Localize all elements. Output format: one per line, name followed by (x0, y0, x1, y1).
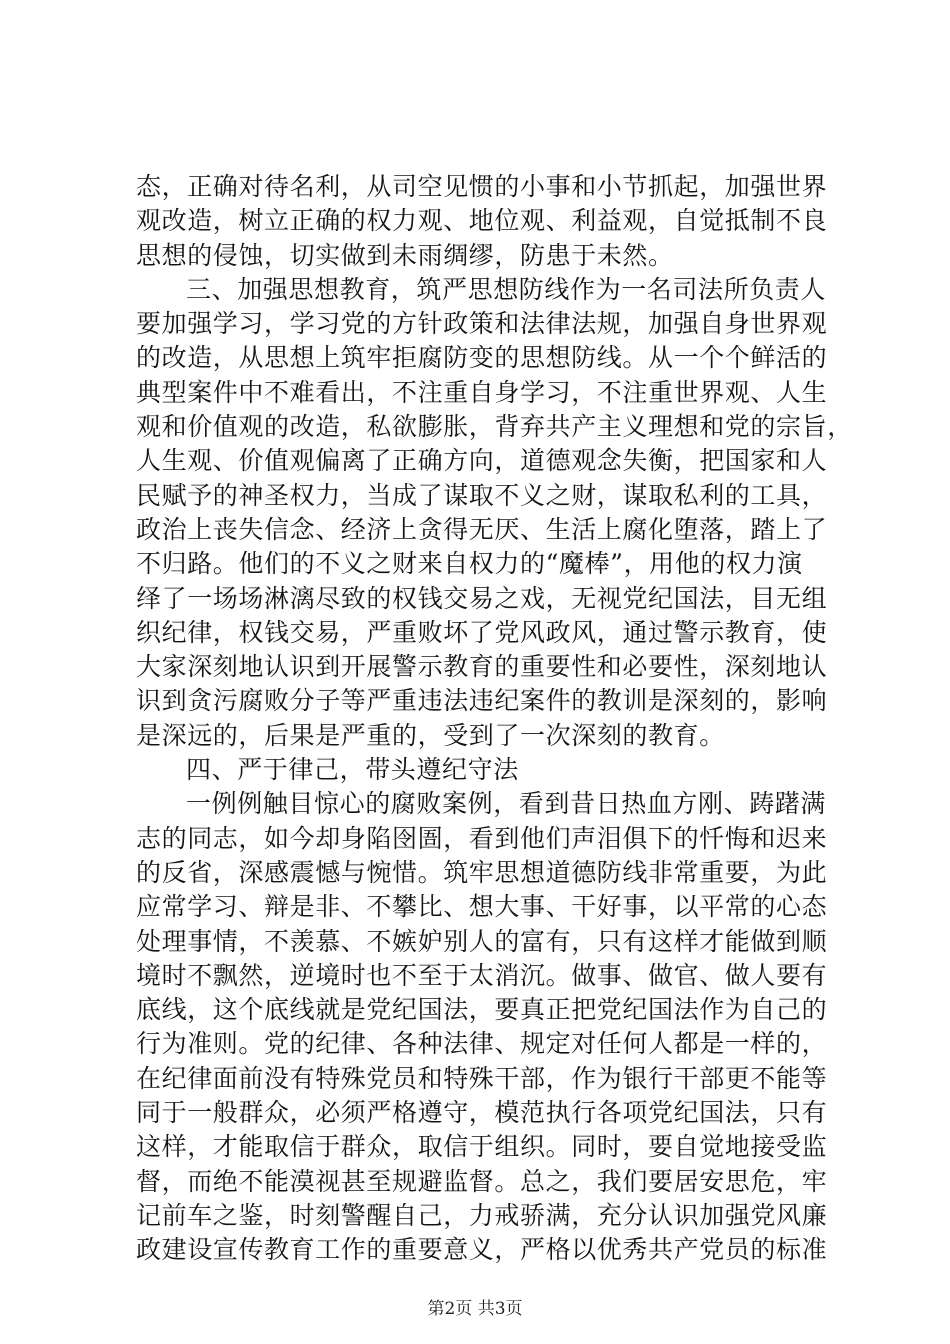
text-line: 大家深刻地认识到开展警示教育的重要性和必要性，深刻地认 (136, 652, 828, 682)
paragraph-first-line: 一例例触目惊心的腐败案例，看到昔日热血方刚、踌躇满 (186, 789, 827, 819)
text-line: 的改造，从思想上筑牢拒腐防变的思想防线。从一个个鲜活的 (136, 343, 828, 373)
text-line: 观和价值观的改造，私欲膨胀，背弃共产主义理想和党的宗旨， (136, 412, 853, 442)
text-line: 记前车之鉴，时刻警醒自己，力戒骄满，充分认识加强党风廉 (136, 1200, 828, 1230)
section-heading-line: 三、加强思想教育，筑严思想防线作为一名司法所负责人 (186, 274, 827, 304)
text-line: 同于一般群众，必须严格遵守，模范执行各项党纪国法，只有 (136, 1098, 828, 1128)
text-line: 应常学习、辩是非、不攀比、想大事、干好事，以平常的心态 (136, 892, 828, 922)
text-line: 观改造，树立正确的权力观、地位观、利益观，自觉抵制不良 (136, 206, 828, 236)
text-line: 底线，这个底线就是党纪国法，要真正把党纪国法作为自己的 (136, 995, 828, 1025)
section-heading-line: 四、严于律己，带头遵纪守法 (186, 755, 519, 785)
text-line: 思想的侵蚀，切实做到未雨绸缪，防患于未然。 (136, 240, 674, 270)
document-body (136, 170, 853, 1268)
text-line: 这样，才能取信于群众，取信于组织。同时，要自觉地接受监 (136, 1132, 828, 1162)
text-line: 人生观、价值观偏离了正确方向，道德观念失衡，把国家和人 (136, 446, 828, 476)
text-line: 态，正确对待名利，从司空见惯的小事和小节抓起，加强世界 (136, 172, 828, 201)
text-line: 的反省，深感震憾与惋惜。筑牢思想道德防线非常重要，为此 (136, 857, 828, 887)
text-line: 政治上丧失信念、经济上贪得无厌、生活上腐化堕落，踏上了 (136, 514, 828, 544)
page-number-footer: 第2页 共3页 (427, 1299, 523, 1319)
text-line: 志的同志，如今却身陷囹圄，看到他们声泪俱下的忏悔和迟来 (136, 823, 828, 853)
text-line: 绎了一场场淋漓尽致的权钱交易之戏，无视党纪国法，目无组 (136, 583, 828, 613)
text-line: 在纪律面前没有特殊党员和特殊干部，作为银行干部更不能等 (136, 1063, 828, 1093)
text-line: 处理事情，不羡慕、不嫉妒别人的富有，只有这样才能做到顺 (136, 926, 828, 956)
text-line: 是深远的，后果是严重的，受到了一次深刻的教育。 (136, 720, 725, 750)
text-line: 识到贪污腐败分子等严重违法违纪案件的教训是深刻的，影响 (136, 686, 828, 716)
text-line: 要加强学习，学习党的方针政策和法律法规，加强自身世界观 (136, 309, 828, 339)
text-line: 织纪律，权钱交易，严重败坏了党风政风，通过警示教育，使 (136, 617, 828, 647)
text-line: 行为准则。党的纪律、各种法律、规定对任何人都是一样的， (136, 1029, 828, 1059)
text-line: 督，而绝不能漠视甚至规避监督。总之，我们要居安思危，牢 (136, 1166, 828, 1196)
text-line: 政建设宣传教育工作的重要意义，严格以优秀共产党员的标准 (136, 1235, 828, 1265)
text-line: 境时不飘然，逆境时也不至于太消沉。做事、做官、做人要有 (136, 960, 828, 990)
text-line: 典型案件中不难看出，不注重自身学习，不注重世界观、人生 (136, 377, 828, 407)
text-line: 民赋予的神圣权力，当成了谋取不义之财，谋取私利的工具， (136, 480, 828, 510)
text-line: 不归路。他们的不义之财来自权力的“魔棒”，用他的权力演 (136, 549, 803, 579)
